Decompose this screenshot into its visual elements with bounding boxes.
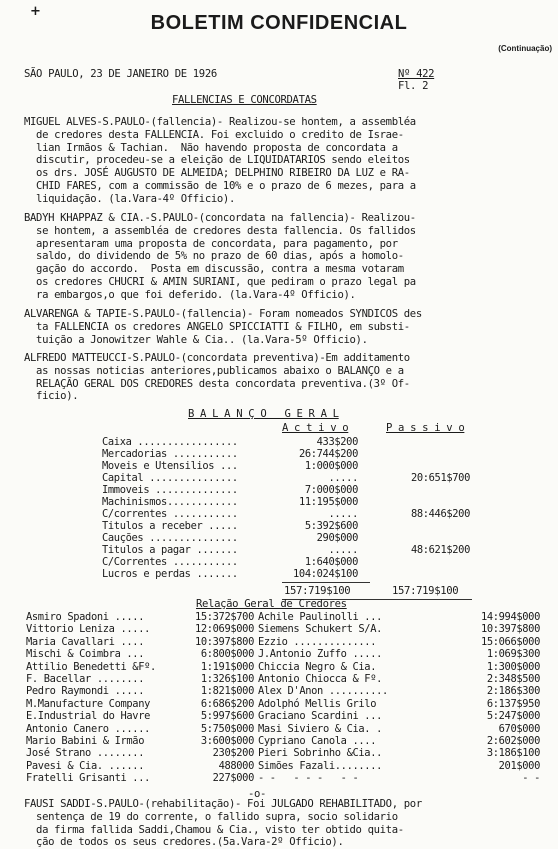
- balance-row-passivo: 20:651$700: [410, 472, 470, 484]
- section-title: FALLENCIAS E CONCORDATAS: [172, 94, 317, 106]
- creditor-right-value: 3:186$100: [486, 747, 540, 760]
- creditor-right-value: 670$000: [498, 722, 540, 735]
- entry-line: saldo, do dividendo de 5% no prazo de 60 dias, após a homolo-: [24, 250, 404, 263]
- date-line: SÃO PAULO, 23 DE JANEIRO DE 1926: [24, 68, 217, 80]
- creditor-right-value: 6:137$950: [486, 697, 540, 710]
- creditor-left-value: 5:997$600: [200, 710, 254, 723]
- entry-line: FAUSI SADDI-S.PAULO-(rehabilitação)- Foi JULGADO REHABILITADO, por: [24, 798, 422, 810]
- creditor-right-name: Adolphó Mellis Grilo: [258, 697, 377, 710]
- creditor-right-name: Siemens Schukert S/A.: [258, 623, 383, 636]
- creditor-left-name: Fratelli Grisanti ...: [26, 772, 151, 785]
- balance-row-activo: 11:195$000: [298, 496, 358, 508]
- creditor-right-name: Chiccia Negro & Cia.: [258, 660, 377, 673]
- creditor-right-name: Pieri Sobrinho &Cia..: [258, 747, 383, 760]
- creditor-right-name: Ezzio ..............: [258, 635, 377, 648]
- creditor-right-name: Cypriano Canola ....: [258, 735, 377, 747]
- balance-row-label: Titulos a receber .....: [102, 520, 238, 532]
- balance-row-activo: 290$000: [316, 532, 358, 544]
- balance-row-activo: .....: [328, 508, 358, 520]
- entry-line: os drs. JOSÉ AUGUSTO DE ALMEIDA; DELPHINO RIBEIRO DA LUZ e RA-: [24, 167, 410, 180]
- balance-col-activo: A c t i v o: [282, 422, 349, 434]
- creditor-left-value: 5:750$000: [200, 722, 254, 735]
- sheet-number: Fl. 2: [398, 80, 429, 92]
- entry-line: MIGUEL ALVES-S.PAULO-(fallencia)- Realizou-se hontem, a assembléa: [24, 116, 416, 128]
- balance-row-label: Machinismos............: [102, 496, 238, 508]
- entry-line: BADYH KHAPPAZ & CIA.-S.PAULO-(concordata na fallencia)- Realizou-: [24, 212, 416, 224]
- entry-alfredo-matteucci: [24, 352, 544, 403]
- creditor-right-value: 14:994$000: [480, 611, 540, 623]
- creditor-right-name: Graciano Scardini ...: [258, 710, 383, 723]
- balance-col-passivo: P a s s i v o: [386, 422, 465, 434]
- entry-line: ta FALLENCIA os credores ANGELO SPICCIATTI & FILHO, em substi-: [24, 320, 410, 333]
- creditor-left-value: 10:397$800: [194, 635, 254, 648]
- entry-line: discutir, procedeu-se a eleição de LIQUIDATARIOS sendo eleitos: [24, 154, 410, 167]
- creditor-right-name: Achile Paulinolli ...: [258, 611, 383, 623]
- creditor-right-name: J.Antonio Zuffo .....: [258, 648, 383, 661]
- creditor-left-value: 6:686$200: [200, 697, 254, 710]
- creditor-right-value: 2:186$300: [486, 685, 540, 698]
- entry-line: CHID FARES, com a commissão de 10% e o prazo de 6 mezes, para a: [24, 179, 416, 192]
- creditors-title: Relação Geral de Credores: [196, 598, 347, 610]
- creditor-right-value: 2:602$000: [486, 735, 540, 747]
- creditor-right-name: Antonio Chiocca & Fº.: [258, 673, 383, 685]
- balance-row-activo: 7:000$000: [304, 484, 358, 496]
- creditor-right-value: 2:348$500: [486, 673, 540, 685]
- creditor-right-value: 1:069$300: [486, 648, 540, 661]
- creditor-left-value: 1:326$100: [200, 673, 254, 685]
- creditor-left-name: E.Industrial do Havre: [26, 710, 151, 723]
- balance-row-label: C/correntes ...........: [102, 508, 238, 520]
- balance-title: B A L A N Ç O G E R A L: [188, 408, 339, 420]
- balance-total-rule: [282, 582, 370, 583]
- bulletin-number: Nº 422: [398, 68, 435, 80]
- creditor-right-value: 1:300$000: [486, 660, 540, 673]
- creditor-left-name: Mario Babini & Irmão: [26, 735, 145, 747]
- balance-row-activo: 104:024$100: [293, 568, 358, 580]
- creditor-left-name: Pedro Raymondi .....: [26, 685, 145, 698]
- balance-row-activo: 26:744$200: [298, 448, 358, 460]
- entry-line: ção de todos os seus credores.(5a.Vara-2º Officio).: [24, 836, 344, 849]
- balance-row-label: C/Correntes ...........: [102, 556, 238, 568]
- entry-line: ficio).: [24, 390, 79, 403]
- creditor-left-name: Maria Cavallari ....: [26, 635, 145, 648]
- creditor-left-name: Mischi & Coimbra ...: [26, 648, 145, 661]
- entry-line: ALVARENGA & TAPIE-S.PAULO-(fallencia)- Foram nomeados SYNDICOS des: [24, 308, 422, 320]
- continuation-label: (Continuação): [498, 44, 552, 53]
- creditor-left-value: 227$000: [212, 772, 254, 785]
- entry-line: as nossas noticias anteriores,publicamos abaixo o BALANÇO e a: [24, 364, 404, 377]
- balance-row-activo: 1:640$000: [304, 556, 358, 568]
- entry-line: RELAÇÃO GERAL DOS CREDORES desta concordata preventiva.(3º Of-: [24, 377, 410, 390]
- creditor-right-value: 201$000: [498, 759, 540, 772]
- creditor-right-name: Simões Fazali........: [258, 759, 383, 772]
- page-title: BOLETIM CONFIDENCIAL: [150, 12, 408, 34]
- entry-badyh-khappaz: [24, 212, 544, 302]
- balance-row-label: Capital ...............: [102, 472, 238, 484]
- creditor-left-name: Asmiro Spadoni .....: [26, 611, 145, 623]
- balance-row-label: Moveis e Utensilios ...: [102, 460, 238, 472]
- balance-row-activo: .....: [328, 544, 358, 556]
- entry-line: ALFREDO MATTEUCCI-S.PAULO-(concordata preventiva)-Em additamento: [24, 352, 410, 364]
- creditor-right-name: Masi Siviero & Cia. .: [258, 722, 383, 735]
- balance-row-activo: 433$200: [316, 436, 358, 448]
- creditor-left-value: 3:600$000: [200, 735, 254, 747]
- creditor-left-name: Pavesi & Cia. ......: [26, 759, 145, 772]
- creditor-right-name: Alex D'Anon ..........: [258, 685, 388, 698]
- balance-row-passivo: 88:446$200: [410, 508, 470, 520]
- creditor-right-value: - -: [522, 772, 540, 785]
- entry-line: ra embargos,o que foi deferido. (la.Vara-4º Officio).: [24, 288, 356, 301]
- corner-mark: +: [30, 4, 41, 19]
- entry-alvarenga-tapie: [24, 308, 544, 346]
- entry-line: se hontem, a assembléa de credores desta fallencia. Os fallidos: [24, 224, 416, 237]
- entry-line: sentença de 19 do corrente, o fallido supra, socio solidario: [24, 810, 398, 823]
- creditor-left-value: 1:191$000: [200, 660, 254, 673]
- creditor-left-value: 488000: [218, 759, 254, 772]
- balance-row-label: Immoveis ..............: [102, 484, 238, 496]
- creditor-right-name: - - - - - - -: [258, 772, 359, 785]
- balance-row-label: Lucros e perdas .......: [102, 568, 238, 580]
- creditor-left-value: 15:372$700: [194, 611, 254, 623]
- balance-total-activo: 157:719$100: [284, 585, 351, 597]
- creditor-right-value: 10:397$800: [480, 623, 540, 636]
- balance-row-activo: 1:000$000: [304, 460, 358, 472]
- balance-row-passivo: 48:621$200: [410, 544, 470, 556]
- creditor-left-value: 12:069$000: [194, 623, 254, 636]
- balance-row-label: Caixa .................: [102, 436, 238, 448]
- entry-line: lian Irmãos & Tachian. Não havendo proposta de concordata a: [24, 141, 398, 154]
- balance-total-passivo: 157:719$100: [392, 585, 459, 597]
- creditor-right-value: 15:066$000: [480, 635, 540, 648]
- entry-line: de credores desta FALLENCIA. Foi excluido o credito de Israe-: [24, 128, 404, 141]
- creditor-left-value: 6:800$000: [200, 648, 254, 661]
- entry-line: gação do accordo. Posta em discussão, contra a mesma votaram: [24, 263, 404, 276]
- entry-fausi-saddi: [24, 798, 544, 849]
- entry-line: tuição a Jonowitzer Wahle & Cia.. (la.Vara-5º Officio).: [24, 333, 368, 346]
- entry-miguel-alves: [24, 116, 544, 206]
- creditor-right-value: 5:247$000: [486, 710, 540, 723]
- balance-row-activo: 5:392$600: [304, 520, 358, 532]
- balance-row-activo: .....: [328, 472, 358, 484]
- creditor-left-name: Antonio Canero ......: [26, 722, 151, 735]
- balance-row-label: Titulos a pagar .......: [102, 544, 238, 556]
- creditor-left-name: Vittorio Leniza .....: [26, 623, 151, 636]
- entry-line: da firma fallida Saddi,Chamou & Cia., visto ter obtido quita-: [24, 823, 404, 836]
- entry-line: liquidação. (la.Vara-4º Officio).: [24, 192, 235, 205]
- creditor-left-name: Attilio Benedetti &Fº.: [26, 660, 156, 673]
- entry-line: apresentaram uma proposta de concordata, para pagamento, por: [24, 237, 398, 250]
- creditor-left-name: M.Manufacture Company: [26, 697, 151, 710]
- balance-row-label: Mercadorias ...........: [102, 448, 238, 460]
- creditor-left-value: 1:821$000: [200, 685, 254, 698]
- entry-line: os credores CHUCRI & AMIN SURIANI, que pediram o prazo legal pa: [24, 275, 416, 288]
- creditor-left-value: 230$200: [212, 747, 254, 760]
- creditor-left-name: F. Bacellar ........: [26, 673, 145, 685]
- section-separator: -o-: [248, 788, 267, 800]
- balance-row-label: Cauções ...............: [102, 532, 238, 544]
- creditor-left-name: José Strano ........: [26, 747, 145, 760]
